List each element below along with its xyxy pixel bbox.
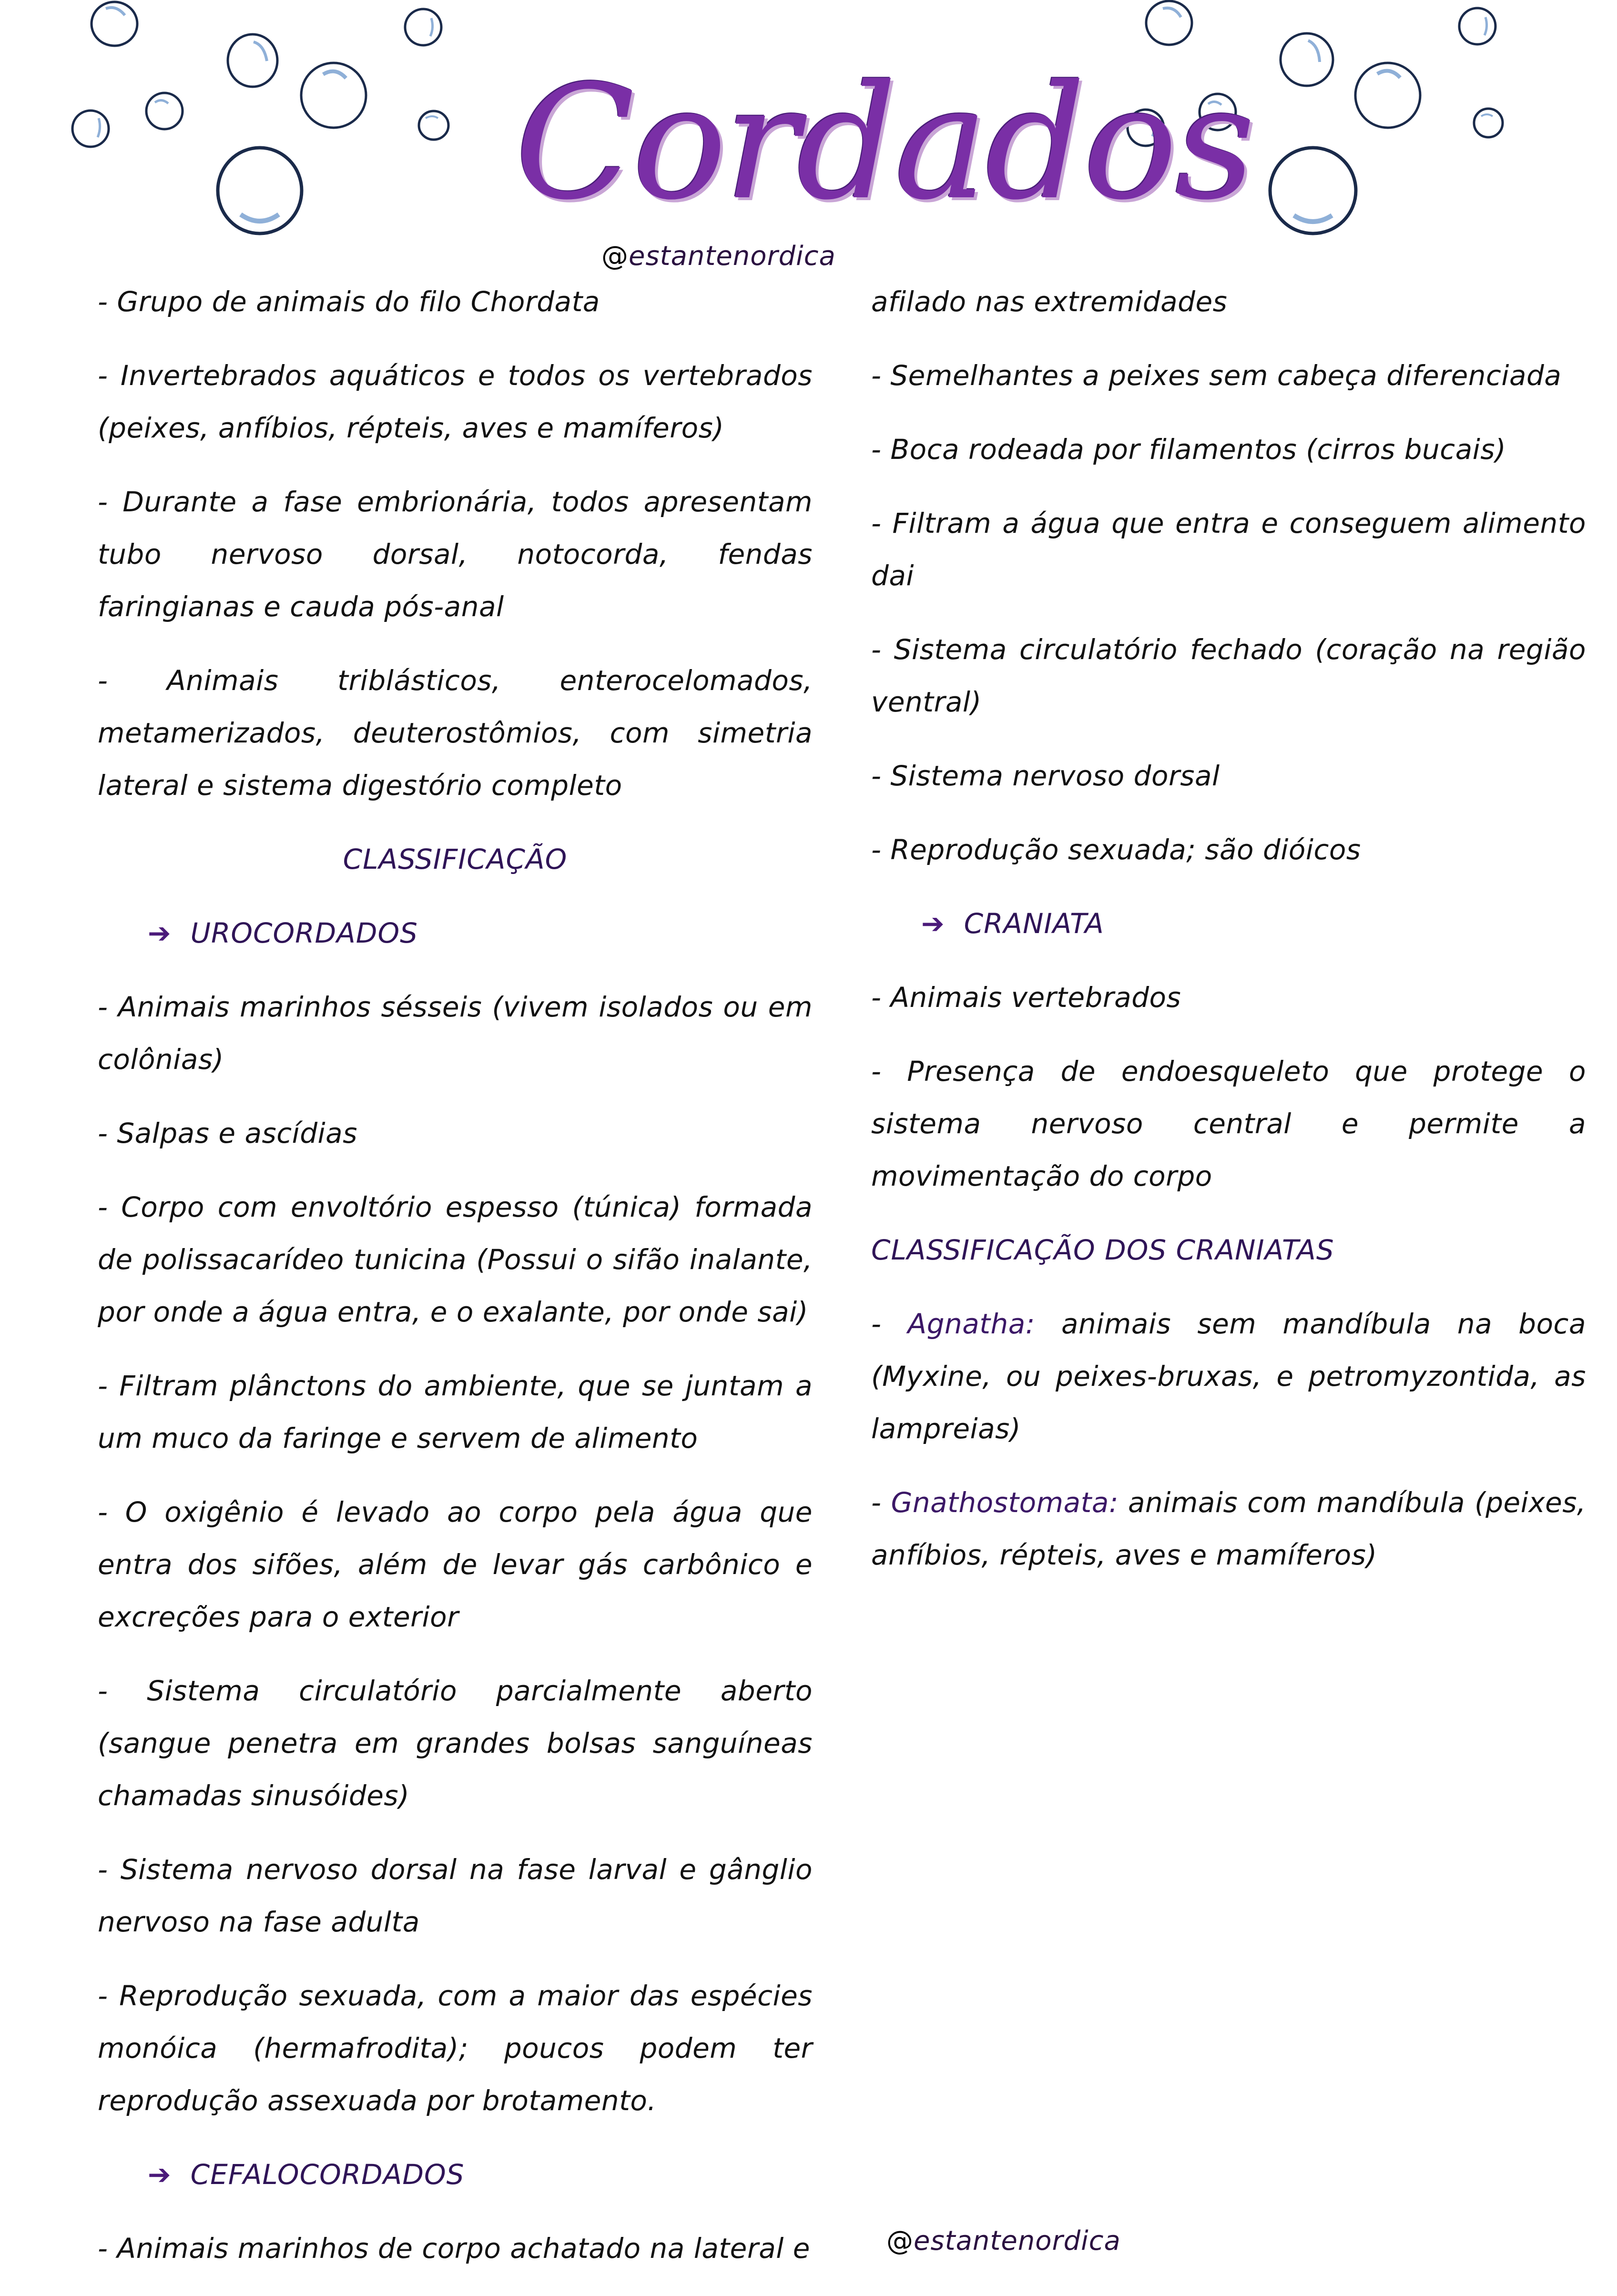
bubble-icon [1459,8,1495,44]
arrow-right-icon: ➔ [921,907,945,940]
craniata-heading [871,897,1586,950]
bubble-icon [1146,1,1192,45]
urocordados-item: - Corpo com envoltório espesso (túnica) formada de polissacarídeo tunicina (Possui o sifão inalante, por onde a água entra, e o exalante, por onde sai) [98,1191,813,1328]
cefalocordados-item: afilado nas extremidades [871,285,1228,318]
urocordados-item: - Salpas e ascídias [98,1117,357,1149]
at-symbol: @ [886,2225,914,2256]
urocordados-item: - Reprodução sexuada, com a maior das espécies monóica (hermafrodita); poucos podem ter reprodução assexuada por brotamento. [98,1980,813,2117]
handle-name: estantenordica [629,241,836,272]
urocordados-item: - Animais marinhos sésseis (vivem isolados ou em colônias) [98,991,813,1076]
arrow-right-icon: ➔ [148,917,172,949]
group-description: animais sem mandíbula na boca (Myxine, ou peixes-bruxas, e petromyzontida, as lampreias) [871,1308,1586,1445]
handle-name: estantenordica [914,2225,1121,2256]
urocordados-title: UROCORDADOS [190,917,418,949]
arrow-right-icon: ➔ [148,2158,172,2191]
craniata-group-gnathostomata [871,1476,1586,1581]
craniata-classification-heading: CLASSIFICAÇÃO DOS CRANIATAS [871,1234,1334,1266]
bullet-dash: - [871,1486,891,1519]
cefalocordados-item: - Boca rodeada por filamentos (cirros bucais) [871,433,1506,466]
intro-item: - Durante a fase embrionária, todos apresentam tubo nervoso dorsal, notocorda, fendas faringianas e cauda pós-anal [98,486,813,623]
bubble-icon [1355,63,1420,128]
cefalocordados-heading [98,2148,813,2201]
bubble-icon [92,2,137,46]
bubble-icon [405,9,441,45]
footer-handle [886,2225,1121,2256]
craniata-group-agnatha [871,1298,1586,1455]
intro-item: - Grupo de animais do filo Chordata [98,285,600,318]
urocordados-heading [98,907,813,959]
at-symbol: @ [601,241,629,272]
craniata-item: - Presença de endoesqueleto que protege o sistema nervoso central e permite a movimentação do corpo [871,1055,1586,1192]
right-column [871,275,1586,1603]
craniata-item: - Animais vertebrados [871,981,1181,1014]
group-term: Agnatha: [907,1308,1035,1340]
bullet-dash: - [871,1308,908,1340]
bubble-icon [218,148,302,234]
cefalocordados-title: CEFALOCORDADOS [190,2158,465,2191]
cefalocordados-item: - Semelhantes a peixes sem cabeça diferenciada [871,359,1562,392]
cefalocordados-item: - Sistema circulatório fechado (coração na região ventral) [871,633,1586,718]
urocordados-item: - Sistema nervoso dorsal na fase larval e gânglio nervoso na fase adulta [98,1853,813,1938]
cefalocordados-item: - Filtram a água que entra e conseguem alimento dai [871,507,1586,592]
page-title: Cordados [515,51,1253,234]
group-term: Gnathostomata: [891,1486,1119,1519]
classification-heading: CLASSIFICAÇÃO [343,843,568,875]
bubble-icon [301,63,366,128]
craniata-title: CRANIATA [964,907,1104,940]
left-column [98,275,813,2296]
intro-item: - Animais triblásticos, enterocelomados, metamerizados, deuterostômios, com simetria lateral e sistema digestório completo [98,664,813,802]
bubble-icon [72,111,109,147]
urocordados-item: - Sistema circulatório parcialmente aberto (sangue penetra em grandes bolsas sanguíneas chamadas sinusóides) [98,1675,813,1812]
bubble-icon [1270,148,1356,234]
author-handle [601,241,836,272]
bubble-icon [419,111,448,140]
bubble-icon [228,34,277,87]
cefalocordados-item: - Sistema nervoso dorsal [871,760,1220,792]
intro-item: - Invertebrados aquáticos e todos os vertebrados (peixes, anfíbios, répteis, aves e mamíferos) [98,359,813,444]
group-description: animais com mandíbula (peixes, anfíbios, répteis, aves e mamíferos) [871,1486,1586,1571]
cefalocordados-item: - Animais marinhos de corpo achatado na lateral e [98,2232,810,2265]
cefalocordados-item: - Reprodução sexuada; são dióicos [871,833,1361,866]
urocordados-item: - Filtram plânctons do ambiente, que se juntam a um muco da faringe e servem de alimento [98,1370,813,1454]
bubble-icon [1474,109,1503,137]
urocordados-item: - O oxigênio é levado ao corpo pela água que entra dos sifões, além de levar gás carbônico e excreções para o exterior [98,1496,813,1633]
bubble-icon [1281,33,1333,86]
bubble-icon [146,93,183,129]
